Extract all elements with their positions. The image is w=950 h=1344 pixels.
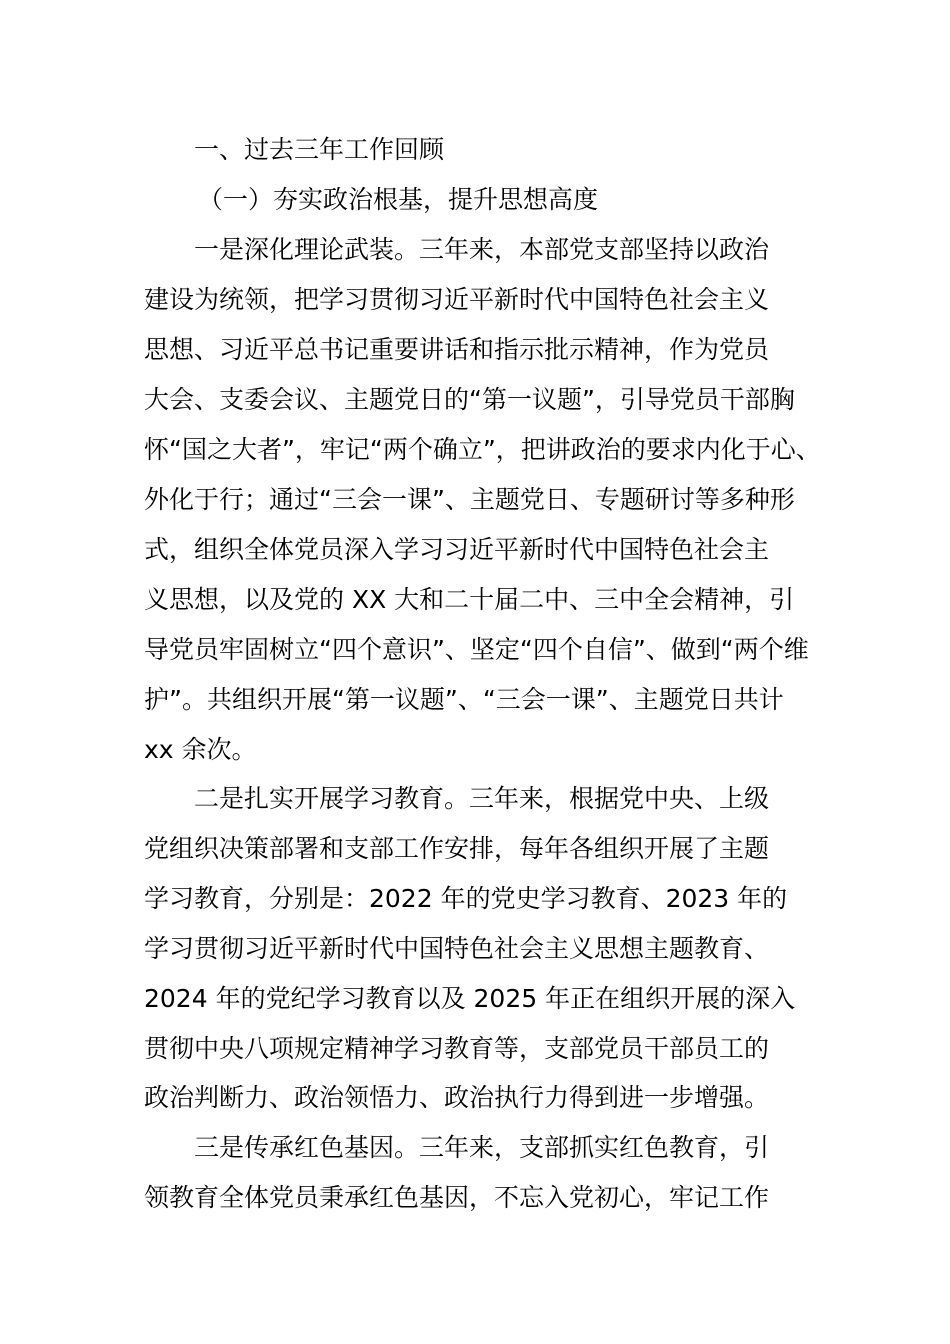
paragraph-line: xx 余次。 xyxy=(144,735,257,764)
paragraph-line: 三是传承红色基因。三年来，支部抓实红色教育，引 xyxy=(194,1133,770,1162)
paragraph-line: 政治判断力、政治领悟力、政治执行力得到进一步增强。 xyxy=(144,1083,770,1112)
paragraph-line: 义思想，以及党的 XX 大和二十届二中、三中全会精神，引 xyxy=(144,585,795,614)
paragraph-line: 一是深化理论武装。三年来，本部党支部坚持以政治 xyxy=(194,235,770,264)
paragraph-line: 思想、习近平总书记重要讲话和指示批示精神，作为党员 xyxy=(144,335,770,364)
section-heading: 一、过去三年工作回顾 xyxy=(194,135,445,164)
paragraph-line: 贯彻中央八项规定精神学习教育等，支部党员干部员工的 xyxy=(144,1034,770,1063)
paragraph-line: 外化于行；通过“三会一课”、主题党日、专题研讨等多种形 xyxy=(144,485,795,514)
subsection-heading: （一）夯实政治根基，提升思想高度 xyxy=(198,185,599,214)
paragraph-line: 护”。共组织开展“第一议题”、“三会一课”、主题党日共计 xyxy=(144,685,784,714)
paragraph-line: 式，组织全体党员深入学习习近平新时代中国特色社会主 xyxy=(144,535,770,564)
paragraph-line: 建设为统领，把学习贯彻习近平新时代中国特色社会主义 xyxy=(144,285,770,314)
paragraph-line: 2024 年的党纪学习教育以及 2025 年正在组织开展的深入 xyxy=(144,984,796,1013)
paragraph-line: 学习贯彻习近平新时代中国特色社会主义思想主题教育、 xyxy=(144,934,770,963)
paragraph-line: 党组织决策部署和支部工作安排，每年各组织开展了主题 xyxy=(144,834,770,863)
paragraph-line: 大会、支委会议、主题党日的“第一议题”，引导党员干部胸 xyxy=(144,385,795,414)
paragraph-line: 导党员牢固树立“四个意识”、坚定“四个自信”、做到“两个维 xyxy=(144,635,809,664)
paragraph-line: 学习教育，分别是：2022 年的党史学习教育、2023 年的 xyxy=(144,884,788,913)
paragraph-line: 怀“国之大者”，牢记“两个确立”，把讲政治的要求内化于心、 xyxy=(144,435,821,464)
paragraph-line: 领教育全体党员秉承红色基因，不忘入党初心，牢记工作 xyxy=(144,1183,770,1212)
paragraph-line: 二是扎实开展学习教育。三年来，根据党中央、上级 xyxy=(194,784,770,813)
